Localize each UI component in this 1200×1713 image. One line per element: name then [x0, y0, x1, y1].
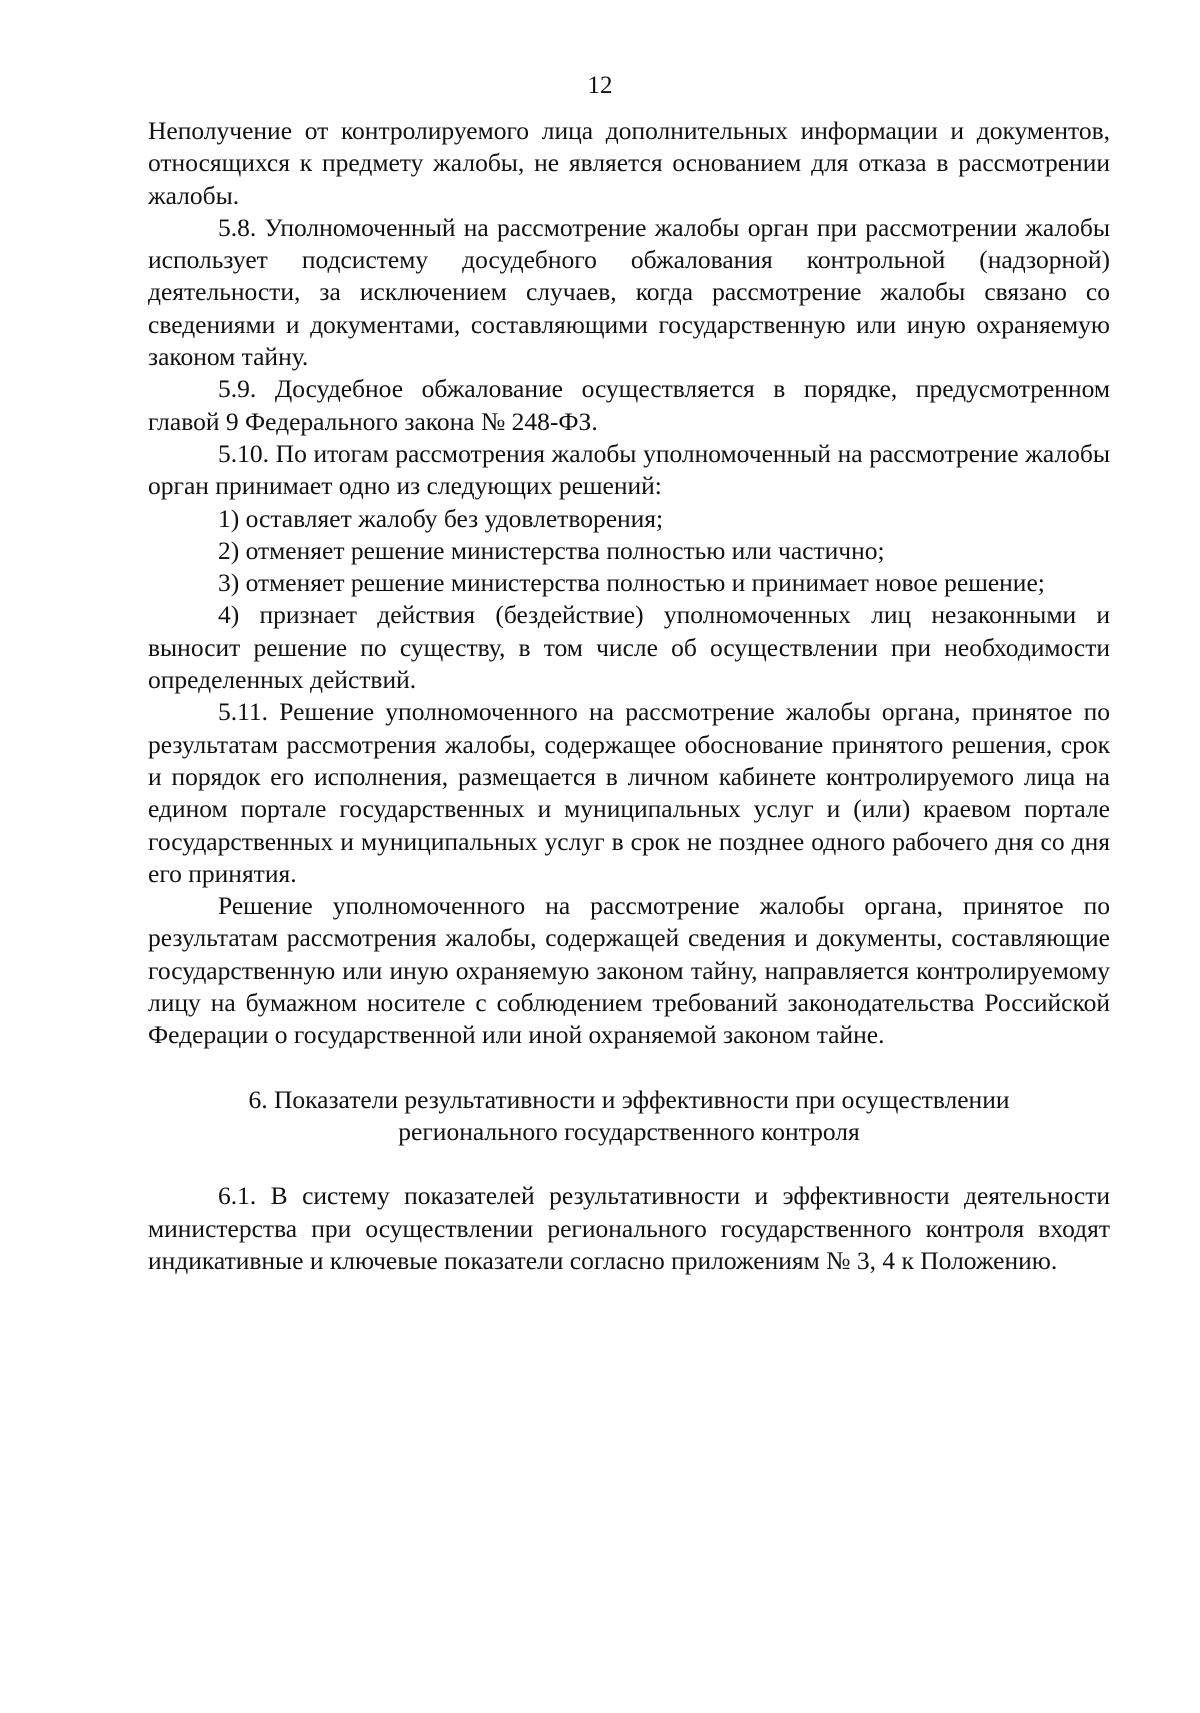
paragraph-5-11: 5.11. Решение уполномоченного на рассмотрение жалобы органа, принятое по результатам рассмотрения жалобы, содержащее обоснование принятого решения, срок и порядок его исполнения, размещается в личном кабинете контролируемого лица на едином портале государственных и муниципальных услуг и (или) краевом портале государственных и муниципальных услуг в срок не позднее одного рабочего дня со дня его принятия. [148, 697, 1110, 888]
section-6-heading-line-2: регионального государственного контроля [398, 1116, 860, 1146]
paragraph-5-10: 5.10. По итогам рассмотрения жалобы уполномоченный на рассмотрение жалобы орган принимает одно из следующих решений: [148, 438, 1110, 501]
page-number: 12 [587, 72, 613, 99]
paragraph-receipt-of-information: Неполучение от контролируемого лица дополнительных информации и документов, относящихся к предмету жалобы, не является основанием для отказа в рассмотрении жалобы. [148, 116, 1110, 210]
paragraph-5-9: 5.9. Досудебное обжалование осуществляется в порядке, предусмотренном главой 9 Федерального закона № 248-ФЗ. [148, 374, 1110, 436]
section-6-heading-line-1: 6. Показатели результативности и эффективности при осуществлении [248, 1084, 1010, 1114]
list-item-1: 1) оставляет жалобу без удовлетворения; [218, 503, 664, 533]
paragraph-decision-secret: Решение уполномоченного на рассмотрение жалобы органа, принятое по результатам рассмотрения жалобы, содержащей сведения и документы, составляющие государственную или иную охраняемую законом тайну, направляется контролируемому лицу на бумажном носителе с соблюдением требований законодательства Российской Федерации о государственной или иной охраняемой законом тайне. [148, 891, 1110, 1050]
paragraph-6-1: 6.1. В систему показателей результативности и эффективности деятельности министерства при осуществлении регионального государственного контроля входят индикативные и ключевые показатели согласно приложениям № 3, 4 к Положению. [148, 1181, 1110, 1275]
list-item-3: 3) отменяет решение министерства полностью и принимает новое решение; [218, 568, 1045, 598]
paragraph-5-8: 5.8. Уполномоченный на рассмотрение жалобы орган при рассмотрении жалобы использует подсистему досудебного обжалования контрольной (надзорной) деятельности, за исключением случаев, когда рассмотрение жалобы связано со сведениями и документами, составляющими государственную или иную охраняемую законом тайну. [148, 212, 1110, 372]
list-item-4: 4) признает действия (бездействие) уполномоченных лиц незаконными и выносит решение по существу, в том числе об осуществлении при необходимости определенных действий. [148, 600, 1110, 695]
section-6-heading [148, 1084, 1110, 1149]
list-item-2: 2) отменяет решение министерства полностью или частично; [218, 535, 885, 565]
document-body [148, 115, 1110, 1277]
